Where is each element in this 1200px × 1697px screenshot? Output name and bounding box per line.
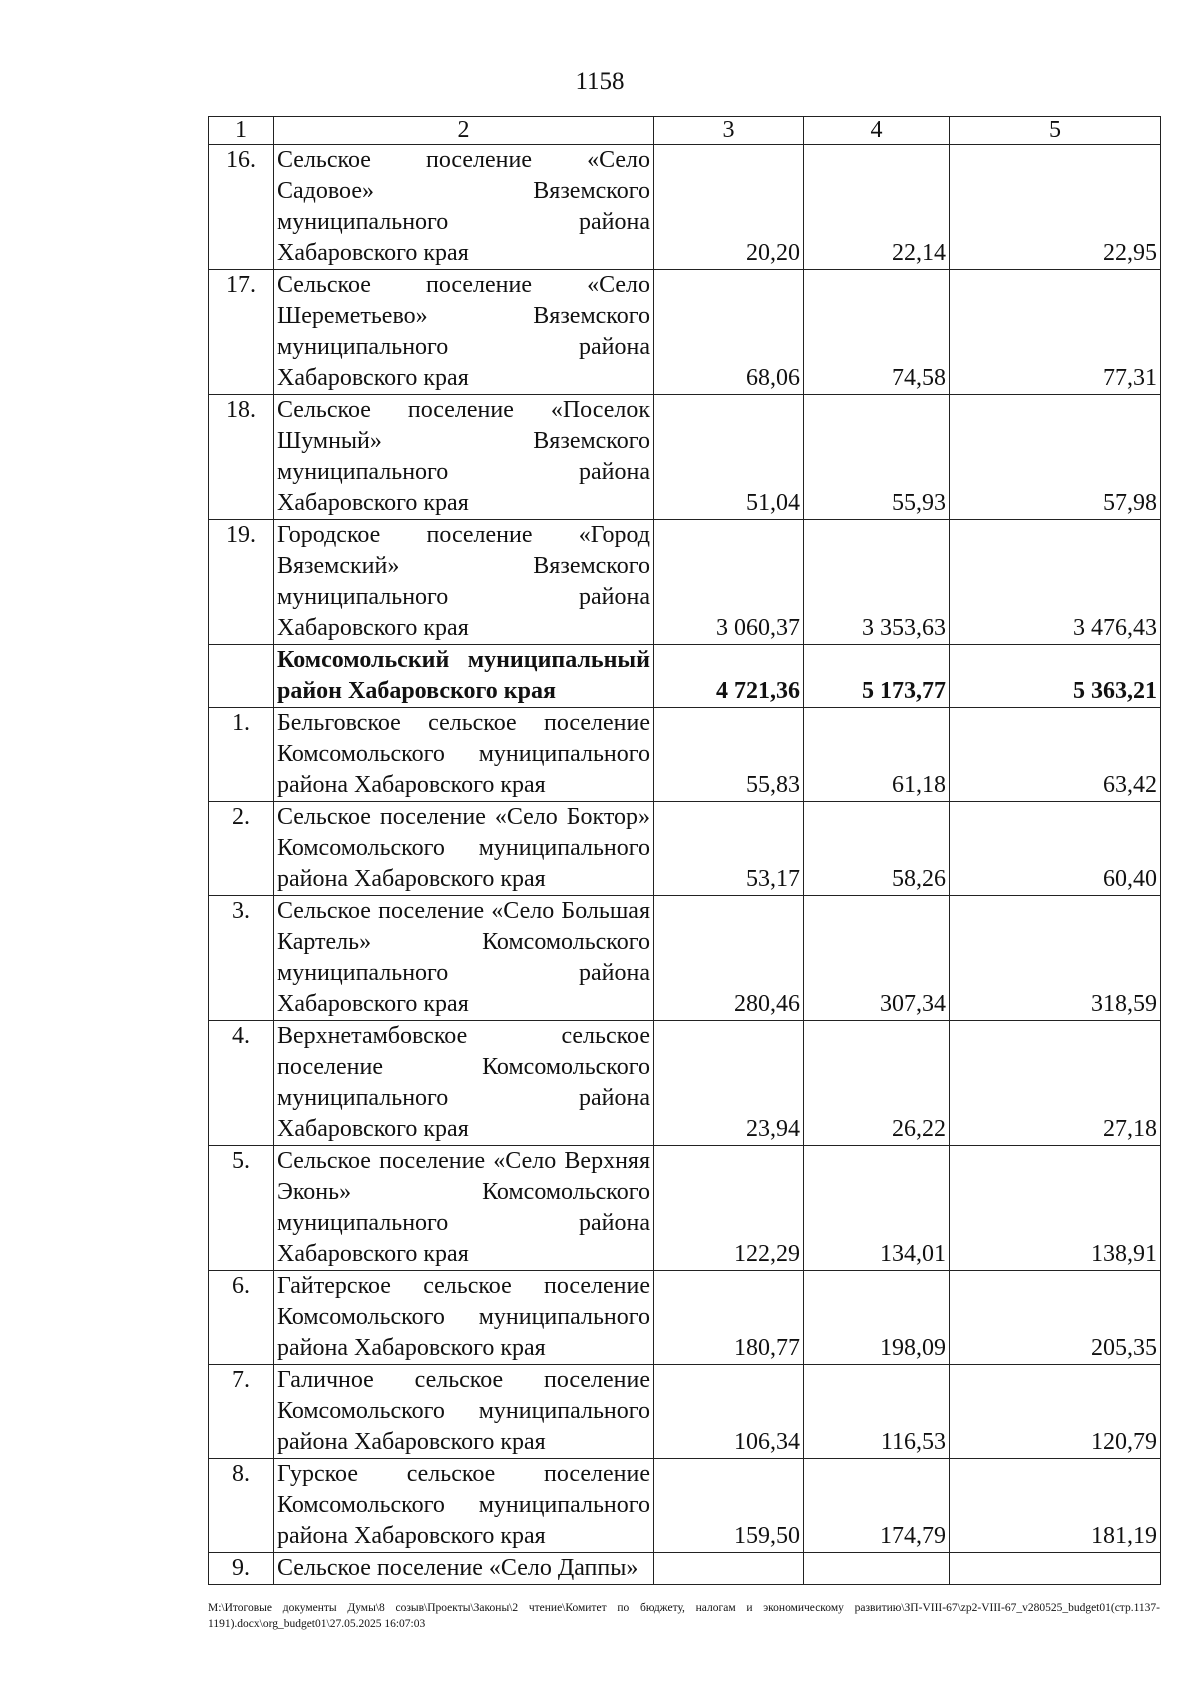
row-number: 16. (209, 145, 274, 270)
value-col5: 181,19 (950, 1459, 1161, 1553)
table-row (209, 1146, 1161, 1271)
row-number: 8. (209, 1459, 274, 1553)
table-row (209, 270, 1161, 395)
value-col4 (804, 1553, 950, 1585)
value-col5: 205,35 (950, 1271, 1161, 1365)
value-col4: 61,18 (804, 708, 950, 802)
page-number: 1158 (575, 68, 625, 95)
row-number: 9. (209, 1553, 274, 1585)
value-col5: 60,40 (950, 802, 1161, 896)
value-col5 (950, 1553, 1161, 1585)
row-number: 4. (209, 1021, 274, 1146)
value-col3: 55,83 (654, 708, 804, 802)
municipality-name: Сельское поселение «Село Шереметьево» Вяземского муниципального района Хабаровского края (274, 270, 654, 395)
row-number: 2. (209, 802, 274, 896)
value-col5: 138,91 (950, 1146, 1161, 1271)
municipality-name: Сельское поселение «Село Даппы» (274, 1553, 654, 1585)
column-header: 4 (804, 117, 950, 145)
value-col5: 3 476,43 (950, 520, 1161, 645)
value-col4: 5 173,77 (804, 645, 950, 708)
table-row (209, 520, 1161, 645)
value-col5: 120,79 (950, 1365, 1161, 1459)
column-header: 5 (950, 117, 1161, 145)
row-number (209, 645, 274, 708)
value-col4: 134,01 (804, 1146, 950, 1271)
table-row (209, 802, 1161, 896)
value-col3: 159,50 (654, 1459, 804, 1553)
value-col4: 307,34 (804, 896, 950, 1021)
value-col3: 106,34 (654, 1365, 804, 1459)
value-col5: 63,42 (950, 708, 1161, 802)
value-col5: 27,18 (950, 1021, 1161, 1146)
row-number: 7. (209, 1365, 274, 1459)
municipality-name: Сельское поселение «Село Садовое» Вяземского муниципального района Хабаровского края (274, 145, 654, 270)
value-col3: 68,06 (654, 270, 804, 395)
municipality-name: Сельское поселение «Село Большая Картель» Комсомольского муниципального района Хабаровского края (274, 896, 654, 1021)
column-header: 2 (274, 117, 654, 145)
table-row (209, 896, 1161, 1021)
value-col4: 174,79 (804, 1459, 950, 1553)
column-header: 1 (209, 117, 274, 145)
municipality-name: Городское поселение «Город Вяземский» Вяземского муниципального района Хабаровского края (274, 520, 654, 645)
value-col3: 122,29 (654, 1146, 804, 1271)
row-number: 17. (209, 270, 274, 395)
value-col4: 3 353,63 (804, 520, 950, 645)
budget-table (208, 116, 1161, 1585)
row-number: 5. (209, 1146, 274, 1271)
value-col4: 26,22 (804, 1021, 950, 1146)
value-col3: 20,20 (654, 145, 804, 270)
value-col5: 5 363,21 (950, 645, 1161, 708)
row-number: 18. (209, 395, 274, 520)
value-col5: 77,31 (950, 270, 1161, 395)
value-col3: 4 721,36 (654, 645, 804, 708)
value-col5: 57,98 (950, 395, 1161, 520)
value-col3: 53,17 (654, 802, 804, 896)
value-col3: 23,94 (654, 1021, 804, 1146)
table-row (209, 1365, 1161, 1459)
column-header: 3 (654, 117, 804, 145)
table-row (209, 1271, 1161, 1365)
value-col4: 58,26 (804, 802, 950, 896)
value-col3: 280,46 (654, 896, 804, 1021)
table-row (209, 1459, 1161, 1553)
municipality-name: Комсомольский муниципальный район Хабаровского края (274, 645, 654, 708)
municipality-name: Гайтерское сельское поселение Комсомольского муниципального района Хабаровского края (274, 1271, 654, 1365)
subtotal-row (209, 645, 1161, 708)
row-number: 19. (209, 520, 274, 645)
municipality-name: Бельговское сельское поселение Комсомольского муниципального района Хабаровского края (274, 708, 654, 802)
municipality-name: Сельское поселение «Село Боктор» Комсомольского муниципального района Хабаровского края (274, 802, 654, 896)
row-number: 6. (209, 1271, 274, 1365)
value-col5: 22,95 (950, 145, 1161, 270)
value-col3: 180,77 (654, 1271, 804, 1365)
value-col4: 198,09 (804, 1271, 950, 1365)
table-row (209, 395, 1161, 520)
value-col4: 74,58 (804, 270, 950, 395)
municipality-name: Верхнетамбовское сельское поселение Комсомольского муниципального района Хабаровского края (274, 1021, 654, 1146)
table-row (209, 708, 1161, 802)
municipality-name: Сельское поселение «Поселок Шумный» Вяземского муниципального района Хабаровского края (274, 395, 654, 520)
value-col5: 318,59 (950, 896, 1161, 1021)
municipality-name: Галичное сельское поселение Комсомольского муниципального района Хабаровского края (274, 1365, 654, 1459)
value-col4: 116,53 (804, 1365, 950, 1459)
table-row (209, 1021, 1161, 1146)
value-col4: 55,93 (804, 395, 950, 520)
row-number: 1. (209, 708, 274, 802)
row-number: 3. (209, 896, 274, 1021)
value-col3 (654, 1553, 804, 1585)
table-header-row (209, 117, 1161, 145)
municipality-name: Сельское поселение «Село Верхняя Эконь» Комсомольского муниципального района Хабаровского края (274, 1146, 654, 1271)
file-path-footer: M:\Итоговые документы Думы\8 созыв\Проекты\Законы\2 чтение\Комитет по бюджету, налогам и экономическому развитию\ЗП-VIII-67\zp2-VIII-67_v280525_budget01(стр.1137-1191).docx\org_budget01\27.05.2025 16:07:03 (208, 1602, 1160, 1630)
value-col3: 3 060,37 (654, 520, 804, 645)
municipality-name: Гурское сельское поселение Комсомольского муниципального района Хабаровского края (274, 1459, 654, 1553)
table-row (209, 1553, 1161, 1585)
value-col3: 51,04 (654, 395, 804, 520)
value-col4: 22,14 (804, 145, 950, 270)
table-row (209, 145, 1161, 270)
